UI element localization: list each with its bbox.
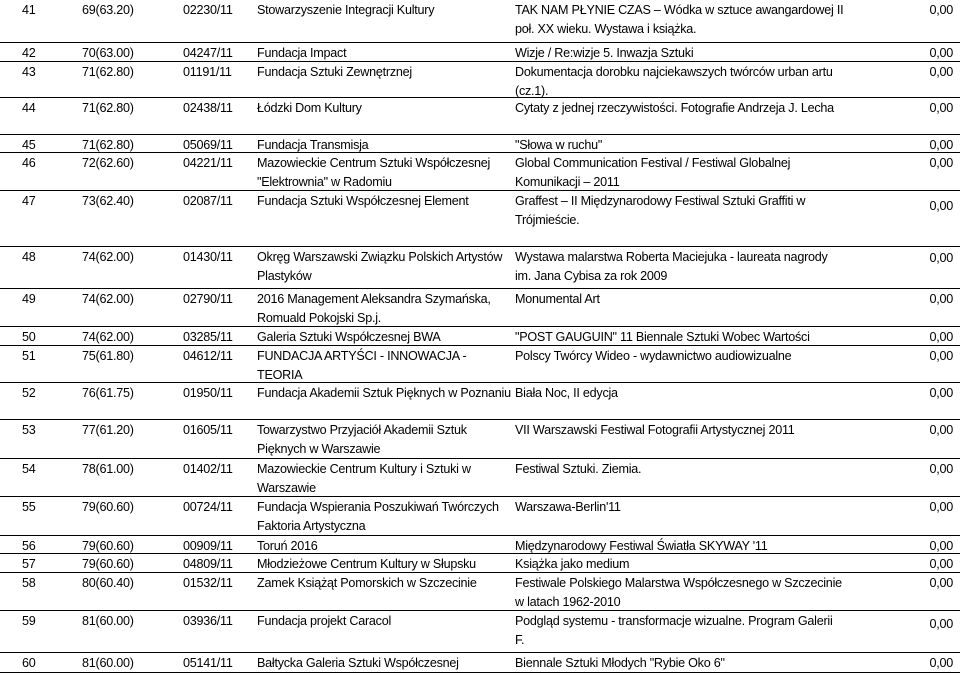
rank-score: 81(60.00): [82, 656, 134, 670]
task-title: Międzynarodowy Festiwal Światła SKYWAY '11: [515, 539, 768, 553]
granted-amount: 0,00: [929, 539, 953, 553]
row-number: 56: [22, 539, 36, 553]
application-number: 04612/11: [183, 349, 233, 363]
table-row: [0, 572, 960, 611]
task-title: Festiwal Sztuki. Ziemia.: [515, 462, 642, 476]
rank-score: 74(62.00): [82, 292, 134, 306]
rank-score: 77(61.20): [82, 423, 134, 437]
row-number: 41: [22, 3, 36, 17]
organization-name: Mazowieckie Centrum Sztuki Współczesnej "Elektrownia" w Radomiu: [257, 156, 491, 189]
organization-name: FUNDACJA ARTYŚCI - INNOWACJA - TEORIA: [257, 349, 467, 382]
task-title: Monumental Art: [515, 292, 600, 306]
application-number: 02438/11: [183, 101, 233, 115]
granted-amount: 0,00: [929, 617, 953, 631]
row-number: 51: [22, 349, 36, 363]
granted-amount: 0,00: [929, 65, 953, 79]
task-title: VII Warszawski Festiwal Fotografii Artystycznej 2011: [515, 423, 795, 437]
organization-name: Okręg Warszawski Związku Polskich Artystów Plastyków: [257, 250, 503, 283]
task-title: Biała Noc, II edycja: [515, 386, 618, 400]
application-number: 03285/11: [183, 330, 233, 344]
rank-score: 70(63.00): [82, 46, 134, 60]
row-number: 53: [22, 423, 36, 437]
row-number: 57: [22, 557, 36, 571]
application-number: 01532/11: [183, 576, 233, 590]
application-number: 04221/11: [183, 156, 233, 170]
row-number: 52: [22, 386, 36, 400]
organization-name: Galeria Sztuki Współczesnej BWA: [257, 330, 441, 344]
table-row: [0, 610, 960, 653]
granted-amount: 0,00: [929, 199, 953, 213]
table-row: [0, 246, 960, 289]
organization-name: Fundacja Wspierania Poszukiwań Twórczych Faktoria Artystyczna: [257, 500, 499, 533]
granted-amount: 0,00: [929, 3, 953, 17]
granted-amount: 0,00: [929, 386, 953, 400]
application-number: 01191/11: [183, 65, 232, 79]
rank-score: 76(61.75): [82, 386, 134, 400]
rank-score: 79(60.60): [82, 557, 134, 571]
application-number: 01430/11: [183, 250, 233, 264]
organization-name: Fundacja Akademii Sztuk Pięknych w Poznaniu: [257, 386, 511, 400]
row-number: 54: [22, 462, 36, 476]
task-title: "POST GAUGUIN" 11 Biennale Sztuki Wobec Wartości: [515, 330, 810, 344]
application-number: 02230/11: [183, 3, 233, 17]
row-number: 55: [22, 500, 36, 514]
table-row: [0, 553, 960, 573]
row-number: 60: [22, 656, 36, 670]
table-row: [0, 190, 960, 247]
organization-name: Fundacja Transmisja: [257, 138, 369, 152]
row-number: 50: [22, 330, 36, 344]
task-title: Cytaty z jednej rzeczywistości. Fotografie Andrzeja J. Lecha: [515, 101, 834, 115]
application-number: 01402/11: [183, 462, 233, 476]
task-title: Biennale Sztuki Młodych "Rybie Oko 6": [515, 656, 725, 670]
table-row: [0, 458, 960, 497]
granted-amount: 0,00: [929, 101, 953, 115]
granted-amount: 0,00: [929, 46, 953, 60]
rank-score: 73(62.40): [82, 194, 134, 208]
granted-amount: 0,00: [929, 251, 953, 265]
rank-score: 75(61.80): [82, 349, 134, 363]
row-number: 58: [22, 576, 36, 590]
row-number: 42: [22, 46, 36, 60]
granted-amount: 0,00: [929, 576, 953, 590]
application-number: 01950/11: [183, 386, 233, 400]
organization-name: Młodzieżowe Centrum Kultury w Słupsku: [257, 557, 476, 571]
task-title: Festiwale Polskiego Malarstwa Współczesnego w Szczecinie w latach 1962-2010: [515, 576, 842, 609]
granted-amount: 0,00: [929, 656, 953, 670]
organization-name: 2016 Management Aleksandra Szymańska, Romuald Pokojski Sp.j.: [257, 292, 491, 325]
granted-amount: 0,00: [929, 138, 953, 152]
table-row: [0, 61, 960, 98]
organization-name: Fundacja Sztuki Współczesnej Element: [257, 194, 469, 208]
rank-score: 79(60.60): [82, 539, 134, 553]
organization-name: Zamek Książąt Pomorskich w Szczecinie: [257, 576, 477, 590]
row-number: 45: [22, 138, 36, 152]
rank-score: 71(62.80): [82, 101, 134, 115]
task-title: Podgląd systemu - transformacje wizualne. Program Galerii F.: [515, 614, 833, 647]
organization-name: Fundacja Sztuki Zewnętrznej: [257, 65, 412, 79]
application-number: 03936/11: [183, 614, 233, 628]
granted-amount: 0,00: [929, 156, 953, 170]
granted-amount: 0,00: [929, 500, 953, 514]
rank-score: 79(60.60): [82, 500, 134, 514]
granted-amount: 0,00: [929, 349, 953, 363]
granted-amount: 0,00: [929, 292, 953, 306]
task-title: Dokumentacja dorobku najciekawszych twórców urban artu (cz.1).: [515, 65, 833, 98]
rank-score: 69(63.20): [82, 3, 134, 17]
rank-score: 74(62.00): [82, 330, 134, 344]
table-row: [0, 326, 960, 346]
organization-name: Towarzystwo Przyjaciół Akademii Sztuk Pięknych w Warszawie: [257, 423, 467, 456]
table-row: [0, 535, 960, 554]
application-number: 05141/11: [183, 656, 233, 670]
rank-score: 72(62.60): [82, 156, 134, 170]
table-row: [0, 97, 960, 135]
organization-name: Stowarzyszenie Integracji Kultury: [257, 3, 435, 17]
task-title: Wizje / Re:wizje 5. Inwazja Sztuki: [515, 46, 694, 60]
table-row: [0, 42, 960, 62]
application-number: 01605/11: [183, 423, 233, 437]
row-number: 43: [22, 65, 36, 79]
organization-name: Fundacja Impact: [257, 46, 347, 60]
table-row: [0, 152, 960, 191]
granted-amount: 0,00: [929, 423, 953, 437]
organization-name: Mazowieckie Centrum Kultury i Sztuki w Warszawie: [257, 462, 471, 495]
application-number: 00724/11: [183, 500, 233, 514]
application-number: 04247/11: [183, 46, 233, 60]
organization-name: Toruń 2016: [257, 539, 318, 553]
row-number: 59: [22, 614, 36, 628]
row-number: 44: [22, 101, 36, 115]
organization-name: Łódzki Dom Kultury: [257, 101, 362, 115]
table-row: [0, 134, 960, 153]
task-title: Global Communication Festival / Festiwal Globalnej Komunikacji – 2011: [515, 156, 791, 189]
application-number: 00909/11: [183, 539, 233, 553]
table-row: [0, 419, 960, 459]
application-number: 05069/11: [183, 138, 233, 152]
rank-score: 74(62.00): [82, 250, 134, 264]
application-number: 02087/11: [183, 194, 233, 208]
application-number: 02790/11: [183, 292, 233, 306]
organization-name: Bałtycka Galeria Sztuki Współczesnej: [257, 656, 459, 670]
table-row: [0, 496, 960, 536]
granted-amount: 0,00: [929, 330, 953, 344]
row-number: 46: [22, 156, 36, 170]
task-title: "Słowa w ruchu": [515, 138, 603, 152]
organization-name: Fundacja projekt Caracol: [257, 614, 392, 628]
table-row: [0, 0, 960, 42]
task-title: Książka jako medium: [515, 557, 630, 571]
task-title: Graffest – II Międzynarodowy Festiwal Sztuki Graffiti w Trójmieście.: [515, 194, 806, 227]
row-number: 47: [22, 194, 36, 208]
row-number: 49: [22, 292, 36, 306]
rank-score: 81(60.00): [82, 614, 134, 628]
granted-amount: 0,00: [929, 557, 953, 571]
task-title: Polscy Twórcy Wideo - wydawnictwo audiowizualne: [515, 349, 792, 363]
rank-score: 78(61.00): [82, 462, 134, 476]
granted-amount: 0,00: [929, 462, 953, 476]
table-row: [0, 652, 960, 673]
task-title: TAK NAM PŁYNIE CZAS – Wódka w sztuce awangardowej II poł. XX wieku. Wystawa i książka.: [515, 3, 844, 36]
application-number: 04809/11: [183, 557, 233, 571]
task-title: Warszawa-Berlin'11: [515, 500, 621, 514]
rank-score: 71(62.80): [82, 138, 134, 152]
rank-score: 80(60.40): [82, 576, 134, 590]
row-number: 48: [22, 250, 36, 264]
table-row: [0, 288, 960, 327]
table-row: [0, 382, 960, 420]
task-title: Wystawa malarstwa Roberta Maciejuka - laureata nagrody im. Jana Cybisa za rok 2009: [515, 250, 828, 283]
rank-score: 71(62.80): [82, 65, 134, 79]
table-bottom-border: [0, 672, 960, 673]
table-row: [0, 345, 960, 383]
